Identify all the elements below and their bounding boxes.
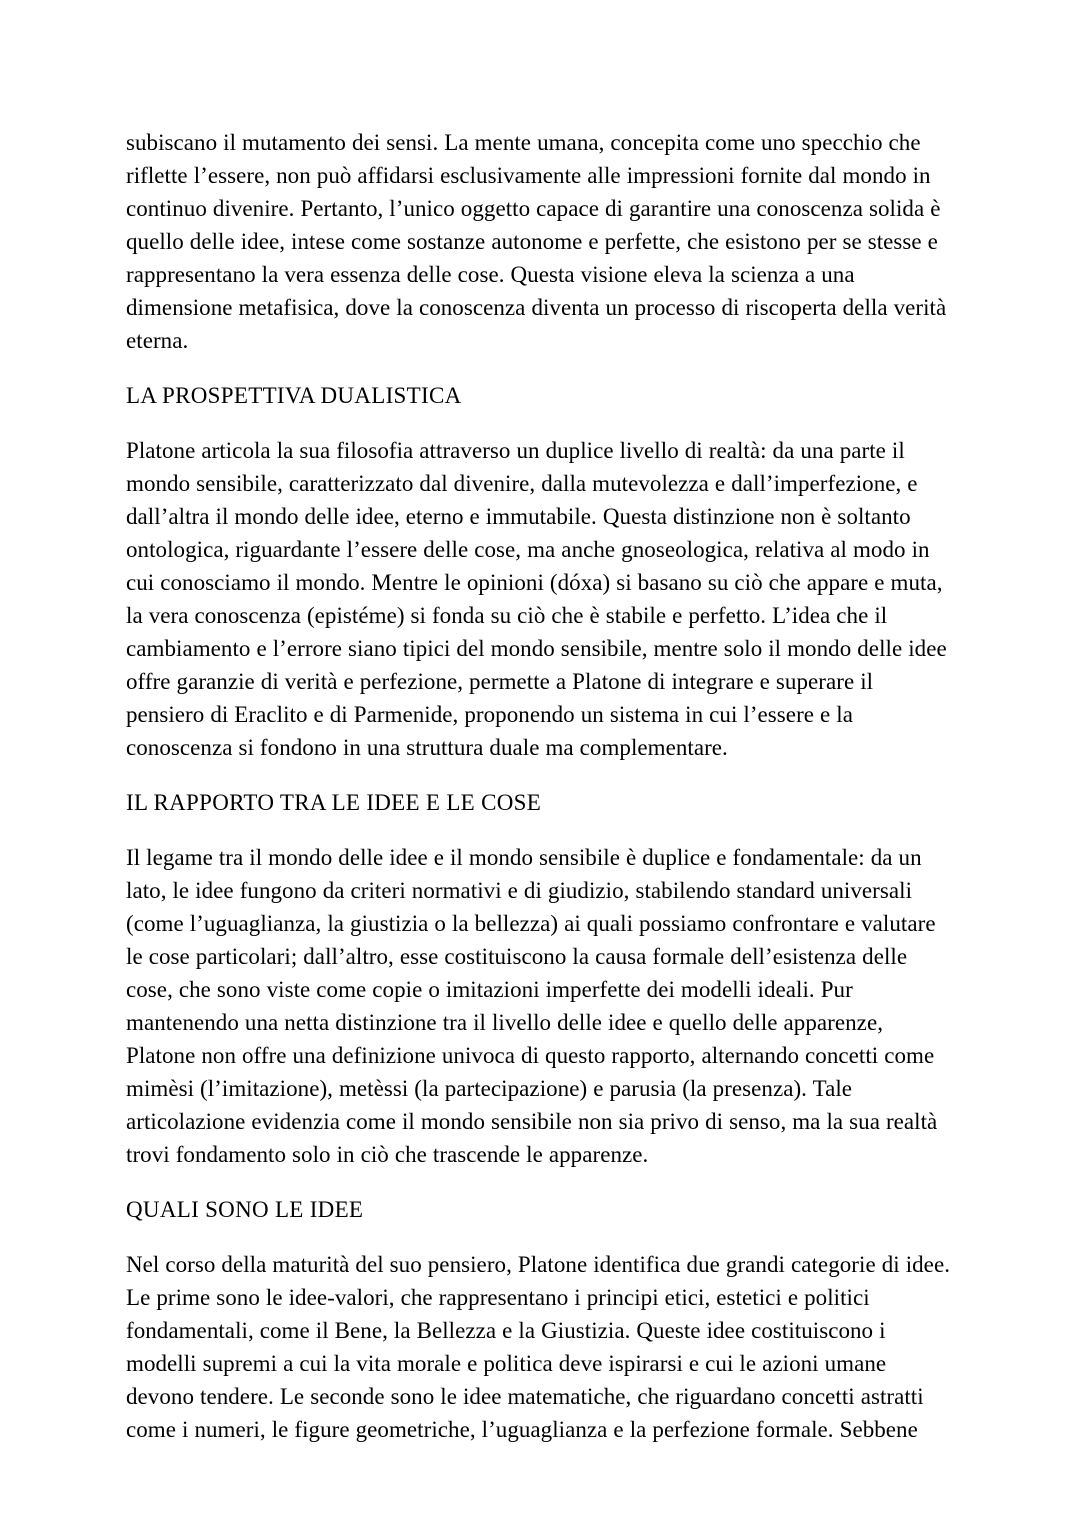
heading-prospettiva-dualistica: LA PROSPETTIVA DUALISTICA: [126, 383, 462, 408]
heading-quali-sono-le-idee: QUALI SONO LE IDEE: [126, 1197, 364, 1222]
paragraph-continuation-intro: subiscano il mutamento dei sensi. La mente umana, concepita come uno specchio che riflette l’essere, non può affidarsi esclusivamente alle impressioni fornite dal mondo in continuo divenire. Pertanto, l’unico oggetto capace di garantire una conoscenza solida è quello delle idee, intese come sostanze autonome e perfette, che esistono per se stesse e rappresentano la vera essenza delle cose. Questa visione eleva la scienza a una dimensione metafisica, dove la conoscenza diventa un processo di riscoperta della verità eterna.: [126, 130, 947, 353]
paragraph-quali-sono-le-idee: Nel corso della maturità del suo pensiero, Platone identifica due grandi categorie di idee. Le prime sono le idee-valori, che rappresentano i principi etici, estetici e politici fondamentali, come il Bene, la Bellezza e la Giustizia. Queste idee costituiscono i modelli supremi a cui la vita morale e politica deve ispirarsi e cui le azioni umane devono tendere. Le seconde sono le idee matematiche, che riguardano concetti astratti come i numeri, le figure geometriche, l’uguaglianza e la perfezione formale. Sebbene: [126, 1252, 950, 1442]
paragraph-rapporto-idee-cose: Il legame tra il mondo delle idee e il mondo sensibile è duplice e fondamentale: da un lato, le idee fungono da criteri normativi e di giudizio, stabilendo standard universali (come l’uguaglianza, la giustizia o la bellezza) ai quali possiamo confrontare e valutare le cose particolari; dall’altro, esse costituiscono la causa formale dell’esistenza delle cose, che sono viste come copie o imitazioni imperfette dei modelli ideali. Pur mantenendo una netta distinzione tra il livello delle idee e quello delle apparenze, Platone non offre una definizione univoca di questo rapporto, alternando concetti come mimèsi (l’imitazione), metèssi (la partecipazione) e parusia (la presenza). Tale articolazione evidenzia come il mondo sensibile non sia privo di senso, ma la sua realtà trovi fondamento solo in ciò che trascende le apparenze.: [126, 845, 938, 1167]
document-text-column: [126, 126, 956, 1446]
heading-rapporto-idee-cose: IL RAPPORTO TRA LE IDEE E LE COSE: [126, 790, 542, 815]
paragraph-prospettiva-dualistica: Platone articola la sua filosofia attraverso un duplice livello di realtà: da una parte il mondo sensibile, caratterizzato dal divenire, dalla mutevolezza e dall’imperfezione, e dall’altra il mondo delle idee, eterno e immutabile. Questa distinzione non è soltanto ontologica, riguardante l’essere delle cose, ma anche gnoseologica, relativa al modo in cui conosciamo il mondo. Mentre le opinioni (dóxa) si basano su ciò che appare e muta, la vera conoscenza (epistéme) si fonda su ciò che è stabile e perfetto. L’idea che il cambiamento e l’errore siano tipici del mondo sensibile, mentre solo il mondo delle idee offre garanzie di verità e perfezione, permette a Platone di integrare e superare il pensiero di Eraclito e di Parmenide, proponendo un sistema in cui l’essere e la conoscenza si fondono in una struttura duale ma complementare.: [126, 438, 947, 760]
